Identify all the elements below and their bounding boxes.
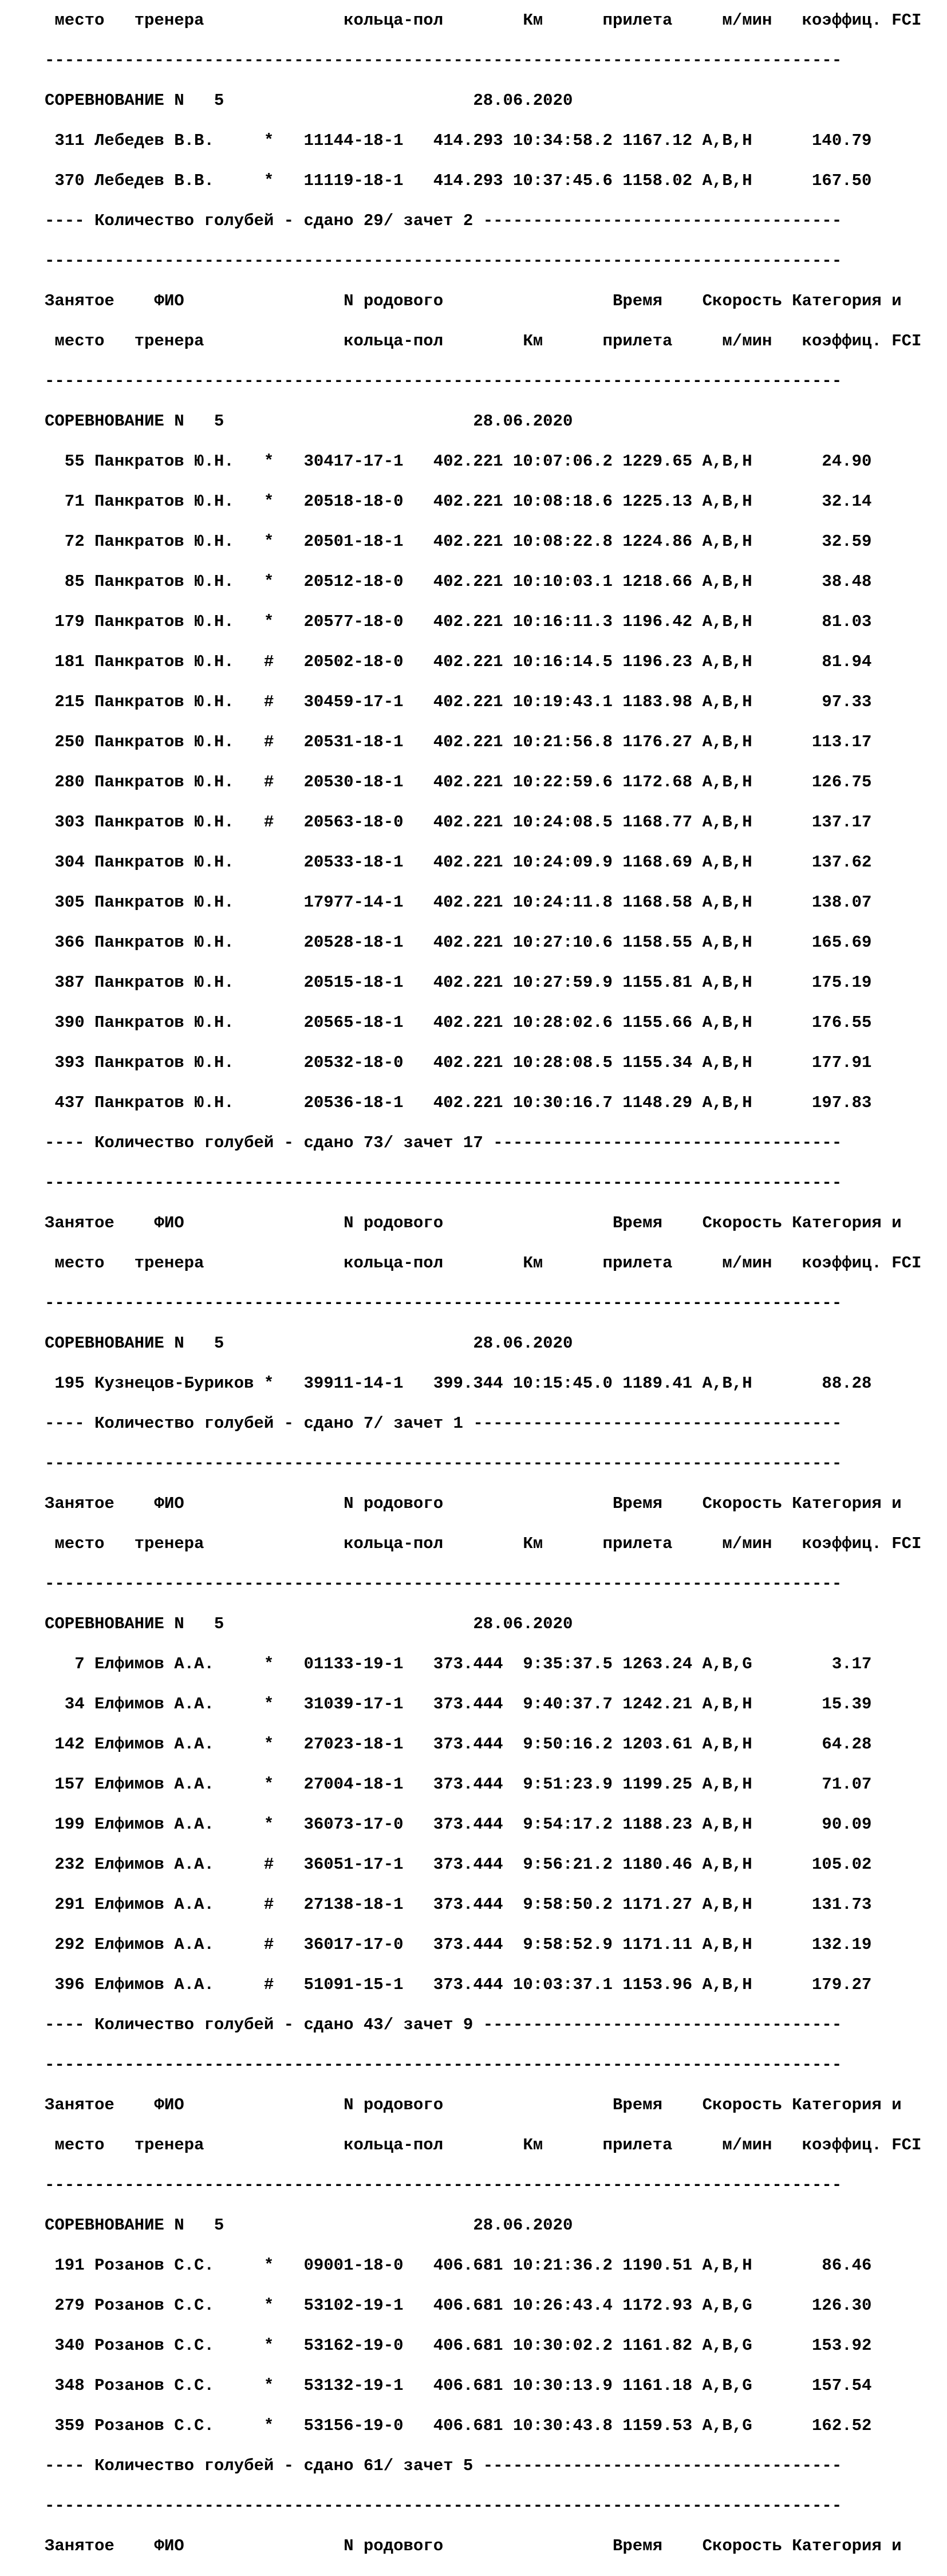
column-header-line2: место тренера кольца-пол Км прилета м/мин коэффиц. FCI — [45, 1254, 922, 1273]
section-summary: ---- Количество голубей - сдано 73/ зачет 17 ----------------------------------- — [45, 1133, 842, 1152]
result-row: 179 Панкратов Ю.Н. * 20577-18-0 402.221 10:16:11.3 1196.42 A,B,H 81.03 — [45, 612, 872, 631]
column-header-line1: Занятое ФИО N родового Время Скорость Категория и — [45, 1494, 902, 1513]
section-summary: ---- Количество голубей - сдано 61/ зачет 5 ------------------------------------ — [45, 2456, 842, 2475]
result-row: 7 Елфимов А.А. * 01133-19-1 373.444 9:35:37.5 1263.24 A,B,G 3.17 — [45, 1655, 872, 1673]
result-row: 191 Розанов С.С. * 09001-18-0 406.681 10:21:36.2 1190.51 A,B,H 86.46 — [45, 2256, 872, 2275]
column-header-line1: Занятое ФИО N родового Время Скорость Категория и — [45, 292, 902, 310]
result-row: 85 Панкратов Ю.Н. * 20512-18-0 402.221 10:10:03.1 1218.66 A,B,H 38.48 — [45, 572, 872, 591]
result-row: 311 Лебедев В.В. * 11144-18-1 414.293 10:34:58.2 1167.12 A,B,H 140.79 — [45, 131, 872, 150]
separator-line: -------------------------------------------------------------------------------- — [45, 251, 842, 270]
separator-line: -------------------------------------------------------------------------------- — [45, 1454, 842, 1473]
result-row: 396 Елфимов А.А. # 51091-15-1 373.444 10:03:37.1 1153.96 A,B,H 179.27 — [45, 1975, 872, 1994]
result-row: 72 Панкратов Ю.Н. * 20501-18-1 402.221 10:08:22.8 1224.86 A,B,H 32.59 — [45, 532, 872, 551]
result-row: 348 Розанов С.С. * 53132-19-1 406.681 10:30:13.9 1161.18 A,B,G 157.54 — [45, 2376, 872, 2395]
result-row: 292 Елфимов А.А. # 36017-17-0 373.444 9:58:52.9 1171.11 A,B,H 132.19 — [45, 1935, 872, 1954]
result-row: 390 Панкратов Ю.Н. 20565-18-1 402.221 10:28:02.6 1155.66 A,B,H 176.55 — [45, 1013, 872, 1032]
result-row: 71 Панкратов Ю.Н. * 20518-18-0 402.221 10:08:18.6 1225.13 A,B,H 32.14 — [45, 492, 872, 511]
result-row: 250 Панкратов Ю.Н. # 20531-18-1 402.221 10:21:56.8 1176.27 A,B,H 113.17 — [45, 732, 872, 751]
results-printout — [45, 10, 921, 2576]
result-row: 181 Панкратов Ю.Н. # 20502-18-0 402.221 10:16:14.5 1196.23 A,B,H 81.94 — [45, 652, 872, 671]
result-row: 370 Лебедев В.В. * 11119-18-1 414.293 10:37:45.6 1158.02 A,B,H 167.50 — [45, 171, 872, 190]
result-row: 195 Кузнецов-Буриков * 39911-14-1 399.344 10:15:45.0 1189.41 A,B,H 88.28 — [45, 1374, 872, 1393]
column-header-line2: место тренера кольца-пол Км прилета м/мин коэффиц. FCI — [45, 11, 922, 30]
result-row: 393 Панкратов Ю.Н. 20532-18-0 402.221 10:28:08.5 1155.34 A,B,H 177.91 — [45, 1053, 872, 1072]
separator-line: -------------------------------------------------------------------------------- — [45, 2496, 842, 2515]
section-summary: ---- Количество голубей - сдано 29/ зачет 2 ------------------------------------ — [45, 211, 842, 230]
result-row: 303 Панкратов Ю.Н. # 20563-18-0 402.221 10:24:08.5 1168.77 A,B,H 137.17 — [45, 813, 872, 832]
result-row: 142 Елфимов А.А. * 27023-18-1 373.444 9:50:16.2 1203.61 A,B,H 64.28 — [45, 1735, 872, 1754]
result-row: 215 Панкратов Ю.Н. # 30459-17-1 402.221 10:19:43.1 1183.98 A,B,H 97.33 — [45, 692, 872, 711]
section-summary: ---- Количество голубей - сдано 7/ зачет 1 ------------------------------------- — [45, 1414, 842, 1433]
result-row: 359 Розанов С.С. * 53156-19-0 406.681 10:30:43.8 1159.53 A,B,G 162.52 — [45, 2416, 872, 2435]
competition-header: СОРЕВНОВАНИЕ N 5 28.06.2020 — [45, 412, 573, 431]
result-row: 387 Панкратов Ю.Н. 20515-18-1 402.221 10:27:59.9 1155.81 A,B,H 175.19 — [45, 973, 872, 992]
result-row: 232 Елфимов А.А. # 36051-17-1 373.444 9:56:21.2 1180.46 A,B,H 105.02 — [45, 1855, 872, 1874]
column-header-line2: место тренера кольца-пол Км прилета м/мин коэффиц. FCI — [45, 332, 922, 350]
result-row: 279 Розанов С.С. * 53102-19-1 406.681 10:26:43.4 1172.93 A,B,G 126.30 — [45, 2296, 872, 2315]
column-header-line1: Занятое ФИО N родового Время Скорость Категория и — [45, 2096, 902, 2114]
column-header-line1: Занятое ФИО N родового Время Скорость Категория и — [45, 2536, 902, 2555]
result-row: 157 Елфимов А.А. * 27004-18-1 373.444 9:51:23.9 1199.25 A,B,H 71.07 — [45, 1775, 872, 1794]
result-row: 55 Панкратов Ю.Н. * 30417-17-1 402.221 10:07:06.2 1229.65 A,B,H 24.90 — [45, 452, 872, 471]
result-row: 291 Елфимов А.А. # 27138-18-1 373.444 9:58:50.2 1171.27 A,B,H 131.73 — [45, 1895, 872, 1914]
competition-header: СОРЕВНОВАНИЕ N 5 28.06.2020 — [45, 91, 573, 110]
result-row: 34 Елфимов А.А. * 31039-17-1 373.444 9:40:37.7 1242.21 A,B,H 15.39 — [45, 1695, 872, 1714]
separator-line: -------------------------------------------------------------------------------- — [45, 1294, 842, 1313]
separator-line: -------------------------------------------------------------------------------- — [45, 372, 842, 391]
separator-line: -------------------------------------------------------------------------------- — [45, 1173, 842, 1192]
separator-line: -------------------------------------------------------------------------------- — [45, 51, 842, 70]
result-row: 366 Панкратов Ю.Н. 20528-18-1 402.221 10:27:10.6 1158.55 A,B,H 165.69 — [45, 933, 872, 952]
result-row: 304 Панкратов Ю.Н. 20533-18-1 402.221 10:24:09.9 1168.69 A,B,H 137.62 — [45, 853, 872, 872]
separator-line: -------------------------------------------------------------------------------- — [45, 1574, 842, 1593]
result-row: 280 Панкратов Ю.Н. # 20530-18-1 402.221 10:22:59.6 1172.68 A,B,H 126.75 — [45, 773, 872, 791]
column-header-line2: место тренера кольца-пол Км прилета м/мин коэффиц. FCI — [45, 2136, 922, 2154]
competition-header: СОРЕВНОВАНИЕ N 5 28.06.2020 — [45, 1334, 573, 1353]
competition-header: СОРЕВНОВАНИЕ N 5 28.06.2020 — [45, 2216, 573, 2235]
column-header-line1: Занятое ФИО N родового Время Скорость Категория и — [45, 1214, 902, 1232]
separator-line: -------------------------------------------------------------------------------- — [45, 2176, 842, 2195]
result-row: 340 Розанов С.С. * 53162-19-0 406.681 10:30:02.2 1161.82 A,B,G 153.92 — [45, 2336, 872, 2355]
section-summary: ---- Количество голубей - сдано 43/ зачет 9 ------------------------------------ — [45, 2015, 842, 2034]
separator-line: -------------------------------------------------------------------------------- — [45, 2055, 842, 2074]
competition-header: СОРЕВНОВАНИЕ N 5 28.06.2020 — [45, 1614, 573, 1633]
result-row: 305 Панкратов Ю.Н. 17977-14-1 402.221 10:24:11.8 1168.58 A,B,H 138.07 — [45, 893, 872, 912]
column-header-line2: место тренера кольца-пол Км прилета м/мин коэффиц. FCI — [45, 1534, 922, 1553]
result-row: 199 Елфимов А.А. * 36073-17-0 373.444 9:54:17.2 1188.23 A,B,H 90.09 — [45, 1815, 872, 1834]
result-row: 437 Панкратов Ю.Н. 20536-18-1 402.221 10:30:16.7 1148.29 A,B,H 197.83 — [45, 1093, 872, 1112]
